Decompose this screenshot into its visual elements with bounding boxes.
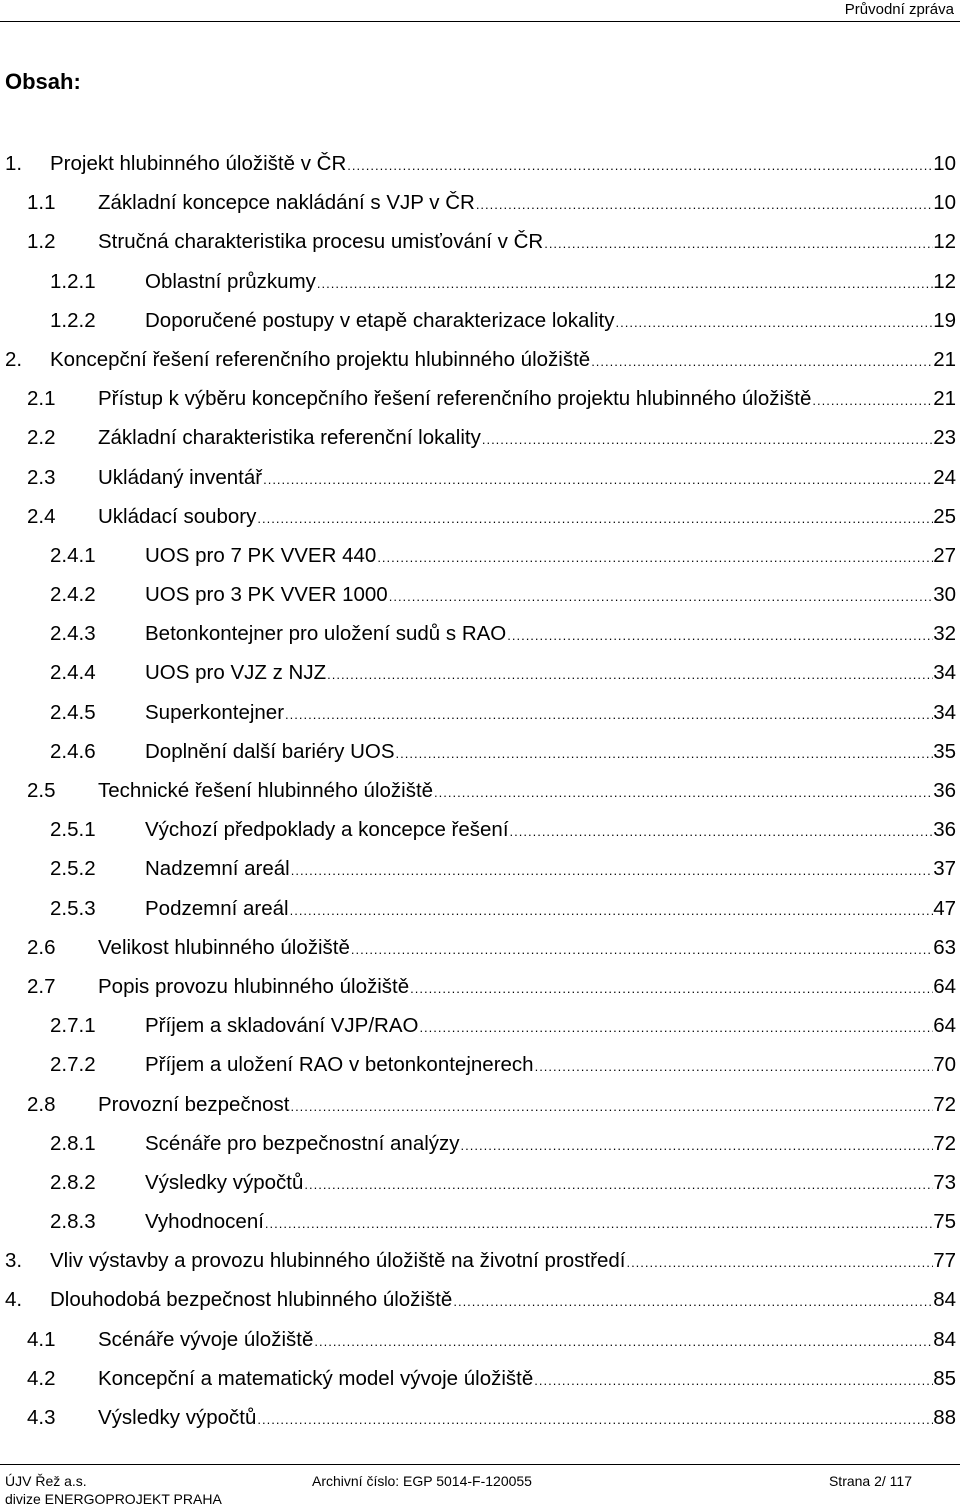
toc-entry-title: Betonkontejner pro uložení sudů s RAO	[145, 622, 507, 646]
toc-entry-page: 10	[933, 152, 956, 175]
toc-entry-title: Podzemní areál	[145, 896, 289, 920]
toc-entry-title: Popis provozu hlubinného úložiště	[98, 974, 410, 998]
toc-dot-leader	[376, 538, 933, 577]
toc-entry-page: 30	[933, 583, 956, 607]
toc-entry-page: 64	[933, 1014, 956, 1038]
toc-entry[interactable]	[0, 497, 960, 536]
toc-entry-page: 12	[933, 269, 956, 293]
toc-entry-title: UOS pro VJZ z NJZ	[145, 661, 327, 685]
toc-entry[interactable]	[0, 1280, 960, 1319]
toc-entry-title: Doplnění další bariéry UOS	[145, 739, 395, 763]
footer-page-number: Strana 2/ 117	[828, 1473, 912, 1489]
toc-entry-page: 85	[933, 1366, 956, 1390]
toc-entry-line	[98, 967, 956, 1008]
toc-dot-leader	[481, 420, 933, 459]
toc-entry[interactable]	[0, 1085, 960, 1124]
toc-entry[interactable]	[0, 614, 960, 653]
toc-dot-leader	[409, 969, 933, 1008]
toc-dot-leader	[262, 460, 933, 499]
toc-entry-line	[145, 575, 956, 616]
toc-entry[interactable]	[0, 1202, 960, 1241]
toc-entry-page: 70	[933, 1053, 956, 1077]
toc-entry-line	[98, 1085, 956, 1126]
toc-entry-title: Technické řešení hlubinného úložiště	[98, 779, 434, 802]
toc-entry-number: 2.4	[27, 504, 56, 528]
toc-entry-number: 2.2	[27, 426, 56, 450]
toc-entry-number: 2.4.5	[50, 700, 96, 724]
toc-entry-line	[145, 849, 956, 890]
toc-entry-title: Koncepční a matematický model vývoje úložiště	[98, 1366, 534, 1390]
footer-company: ÚJV Řež a.s.	[5, 1473, 87, 1489]
toc-dot-leader	[460, 1126, 934, 1165]
toc-entry-line	[98, 458, 956, 499]
toc-entry-number: 1.2	[27, 230, 56, 254]
footer-divider	[0, 1464, 960, 1465]
toc-entry-number: 2.7.1	[50, 1014, 96, 1038]
toc-entry-line	[98, 771, 956, 812]
toc-entry-page: 84	[933, 1327, 956, 1351]
toc-entry[interactable]	[0, 262, 960, 301]
toc-entry-line	[145, 653, 956, 694]
toc-entry[interactable]	[0, 183, 960, 222]
toc-entry-title: UOS pro 7 PK VVER 440	[145, 543, 377, 567]
toc-dot-leader	[284, 695, 933, 734]
toc-entry-title: Projekt hlubinného úložiště v ČR	[50, 152, 347, 175]
toc-dot-leader	[388, 577, 933, 616]
toc-entry-title: Základní charakteristika referenční lokality	[98, 426, 481, 450]
toc-entry-title: Příjem a uložení RAO v betonkontejnerech	[145, 1053, 534, 1077]
toc-entry-line	[145, 1045, 956, 1086]
toc-entry-title: Základní koncepce nakládání s VJP v ČR	[98, 191, 475, 215]
toc-entry[interactable]	[0, 810, 960, 849]
toc-entry[interactable]	[0, 1241, 960, 1280]
toc-entry-title: Výchozí předpoklady a koncepce řešení	[145, 818, 509, 842]
toc-entry-title: Přístup k výběru koncepčního řešení referenčního projektu hlubinného úložiště	[98, 387, 812, 411]
toc-dot-leader	[395, 734, 934, 773]
toc-entry-title: Scénáře vývoje úložiště	[98, 1327, 314, 1351]
toc-entry-title: Stručná charakteristika procesu umisťování v ČR	[98, 230, 544, 254]
toc-entry-title: Velikost hlubinného úložiště	[98, 935, 350, 959]
toc-entry-page: 27	[933, 543, 956, 567]
toc-dot-leader	[506, 616, 933, 655]
toc-dot-leader	[326, 655, 933, 694]
toc-entry-line	[98, 928, 956, 969]
toc-entry-page: 21	[933, 387, 956, 411]
toc-dot-leader	[346, 146, 933, 185]
toc-entry[interactable]	[0, 849, 960, 888]
toc-entry-title: Vliv výstavby a provozu hlubinného úložiště na životní prostředí	[50, 1249, 626, 1273]
toc-entry-number: 2.4.6	[50, 739, 96, 763]
toc-dot-leader	[256, 499, 933, 538]
toc-entry-title: Příjem a skladování VJP/RAO	[145, 1014, 419, 1038]
toc-entry-title: Doporučené postupy v etapě charakterizace lokality	[145, 308, 615, 332]
toc-entry[interactable]	[0, 889, 960, 928]
toc-dot-leader	[533, 1361, 933, 1400]
toc-entry-line	[98, 222, 956, 263]
toc-entry-number: 2.5.1	[50, 818, 96, 842]
toc-entry-title: Provozní bezpečnost	[98, 1092, 290, 1116]
toc-entry[interactable]	[0, 967, 960, 1006]
toc-entry-number: 4.3	[27, 1406, 56, 1429]
toc-entry-page: 72	[933, 1092, 956, 1116]
toc-entry-line	[98, 379, 956, 420]
toc-dot-leader	[543, 224, 933, 263]
toc-entry-line	[50, 144, 956, 185]
toc-entry-title: Scénáře pro bezpečnostní analýzy	[145, 1131, 460, 1155]
toc-dot-leader	[433, 773, 933, 812]
toc-entry-title: Ukládací soubory	[98, 504, 257, 528]
toc-entry-page: 21	[933, 347, 956, 371]
toc-dot-leader	[509, 812, 934, 851]
toc-entry-page: 88	[933, 1406, 956, 1429]
toc-entry-title: Výsledky výpočtů	[98, 1406, 257, 1429]
footer-division: divize ENERGOPROJEKT PRAHA	[5, 1491, 222, 1507]
toc-entry-number: 2.1	[27, 387, 56, 411]
page-header	[0, 0, 960, 22]
toc-dot-leader	[303, 1165, 933, 1204]
toc-entry-number: 1.2.2	[50, 308, 96, 332]
toc-entry-line	[98, 418, 956, 459]
toc-entry-line	[145, 301, 956, 342]
toc-entry-line	[145, 614, 956, 655]
toc-dot-leader	[256, 1400, 933, 1439]
toc-entry[interactable]	[0, 458, 960, 497]
toc-entry-page: 36	[933, 779, 956, 802]
toc-entry[interactable]	[0, 928, 960, 967]
toc-entry-line	[98, 497, 956, 538]
toc-entry-title: Vyhodnocení	[145, 1210, 264, 1234]
toc-entry[interactable]	[0, 222, 960, 261]
toc-entry-page: 73	[933, 1170, 956, 1194]
toc-entry-title: Nadzemní areál	[145, 857, 290, 881]
toc-entry[interactable]	[0, 379, 960, 418]
toc-entry-number: 4.1	[27, 1327, 56, 1351]
toc-dot-leader	[534, 1047, 934, 1086]
toc-dot-leader	[615, 303, 934, 342]
toc-entry-number: 1.	[5, 152, 23, 175]
toc-entry-number: 2.7.2	[50, 1053, 96, 1077]
toc-entry-title: Ukládaný inventář	[98, 465, 263, 489]
toc-entry[interactable]	[0, 1163, 960, 1202]
toc-entry-title: UOS pro 3 PK VVER 1000	[145, 583, 388, 607]
toc-entry-page: 72	[933, 1131, 956, 1155]
toc-entry-line	[145, 1163, 956, 1204]
table-of-contents	[0, 144, 960, 1437]
toc-entry[interactable]	[0, 301, 960, 340]
toc-entry-page: 10	[933, 191, 956, 215]
toc-entry-number: 2.5	[27, 779, 56, 802]
toc-entry[interactable]	[0, 1045, 960, 1084]
toc-dot-leader	[289, 1087, 933, 1126]
toc-entry-number: 2.3	[27, 465, 56, 489]
toc-dot-leader	[313, 1322, 933, 1361]
toc-entry-line	[145, 1124, 956, 1165]
toc-entry-page: 19	[933, 308, 956, 332]
toc-entry-line	[98, 1359, 956, 1400]
toc-entry-title: Koncepční řešení referenčního projektu hlubinného úložiště	[50, 347, 591, 371]
toc-entry-page: 24	[933, 465, 956, 489]
toc-entry-page: 34	[933, 661, 956, 685]
page-footer	[0, 1462, 960, 1506]
toc-entry[interactable]	[0, 771, 960, 810]
toc-entry-line	[98, 1398, 956, 1439]
toc-entry-number: 4.2	[27, 1366, 56, 1390]
toc-entry-line	[145, 1006, 956, 1047]
toc-entry-line	[50, 1241, 956, 1282]
toc-heading: Obsah:	[5, 69, 81, 94]
toc-entry-number: 2.5.3	[50, 896, 96, 920]
toc-entry-number: 2.4.3	[50, 622, 96, 646]
toc-entry[interactable]	[0, 1006, 960, 1045]
toc-dot-leader	[289, 891, 934, 930]
toc-entry-page: 64	[933, 974, 956, 998]
toc-dot-leader	[316, 264, 933, 303]
toc-entry-title: Superkontejner	[145, 700, 285, 724]
toc-entry-line	[50, 340, 956, 381]
toc-dot-leader	[350, 930, 933, 969]
toc-entry-line	[145, 732, 956, 773]
toc-entry[interactable]	[0, 693, 960, 732]
toc-entry-page: 32	[933, 622, 956, 646]
toc-entry-number: 4.	[5, 1288, 23, 1312]
toc-entry-number: 2.5.2	[50, 857, 96, 881]
toc-dot-leader	[418, 1008, 933, 1047]
toc-entry-title: Dlouhodobá bezpečnost hlubinného úložiště	[50, 1288, 453, 1312]
toc-entry-number: 2.6	[27, 935, 56, 959]
toc-entry-number: 2.4.2	[50, 583, 96, 607]
toc-dot-leader	[475, 185, 933, 224]
toc-entry[interactable]	[0, 418, 960, 457]
toc-entry-page: 23	[933, 426, 956, 450]
toc-entry-line	[98, 183, 956, 224]
toc-entry-number: 1.2.1	[50, 269, 96, 293]
toc-entry[interactable]	[0, 732, 960, 771]
toc-entry-page: 63	[933, 935, 956, 959]
toc-entry-title: Výsledky výpočtů	[145, 1170, 304, 1194]
toc-entry-page: 84	[933, 1288, 956, 1312]
toc-entry[interactable]	[0, 340, 960, 379]
toc-entry-line	[145, 262, 956, 303]
toc-entry-page: 47	[933, 896, 956, 920]
toc-entry-page: 12	[933, 230, 956, 254]
toc-entry[interactable]	[0, 575, 960, 614]
toc-dot-leader	[625, 1243, 933, 1282]
toc-entry[interactable]	[0, 1320, 960, 1359]
toc-entry[interactable]	[0, 144, 960, 183]
toc-entry-line	[145, 1202, 956, 1243]
toc-entry-page: 35	[933, 739, 956, 763]
document-header-title: Průvodní zpráva	[844, 1, 954, 18]
toc-entry[interactable]	[0, 536, 960, 575]
toc-entry-line	[145, 810, 956, 851]
toc-entry-page: 34	[933, 700, 956, 724]
toc-dot-leader	[452, 1282, 933, 1321]
toc-entry-number: 2.8.1	[50, 1131, 96, 1155]
toc-entry-page: 36	[933, 818, 956, 842]
toc-entry-number: 2.8	[27, 1092, 56, 1116]
toc-entry-number: 2.	[5, 347, 23, 371]
toc-entry[interactable]	[0, 1359, 960, 1398]
toc-entry-number: 1.1	[27, 191, 56, 215]
toc-entry-line	[145, 693, 956, 734]
toc-dot-leader	[811, 381, 933, 420]
header-divider	[0, 21, 960, 22]
toc-entry[interactable]	[0, 1398, 960, 1437]
toc-entry[interactable]	[0, 653, 960, 692]
toc-entry-line	[145, 536, 956, 577]
toc-entry-title: Oblastní průzkumy	[145, 269, 316, 293]
toc-entry-page: 75	[933, 1210, 956, 1234]
toc-dot-leader	[290, 851, 933, 890]
toc-entry-line	[98, 1320, 956, 1361]
toc-entry-number: 2.7	[27, 974, 56, 998]
footer-archive-number: Archivní číslo: EGP 5014-F-120055	[312, 1473, 532, 1489]
toc-entry-page: 25	[933, 504, 956, 528]
toc-entry[interactable]	[0, 1124, 960, 1163]
toc-entry-number: 3.	[5, 1249, 23, 1273]
toc-entry-page: 37	[933, 857, 956, 881]
toc-entry-page: 77	[933, 1249, 956, 1273]
toc-entry-line	[145, 889, 956, 930]
toc-entry-number: 2.4.1	[50, 543, 96, 567]
toc-entry-number: 2.4.4	[50, 661, 96, 685]
toc-entry-number: 2.8.3	[50, 1210, 96, 1234]
toc-entry-number: 2.8.2	[50, 1170, 96, 1194]
toc-entry-line	[50, 1280, 956, 1321]
toc-dot-leader	[264, 1204, 933, 1243]
toc-dot-leader	[590, 342, 933, 381]
